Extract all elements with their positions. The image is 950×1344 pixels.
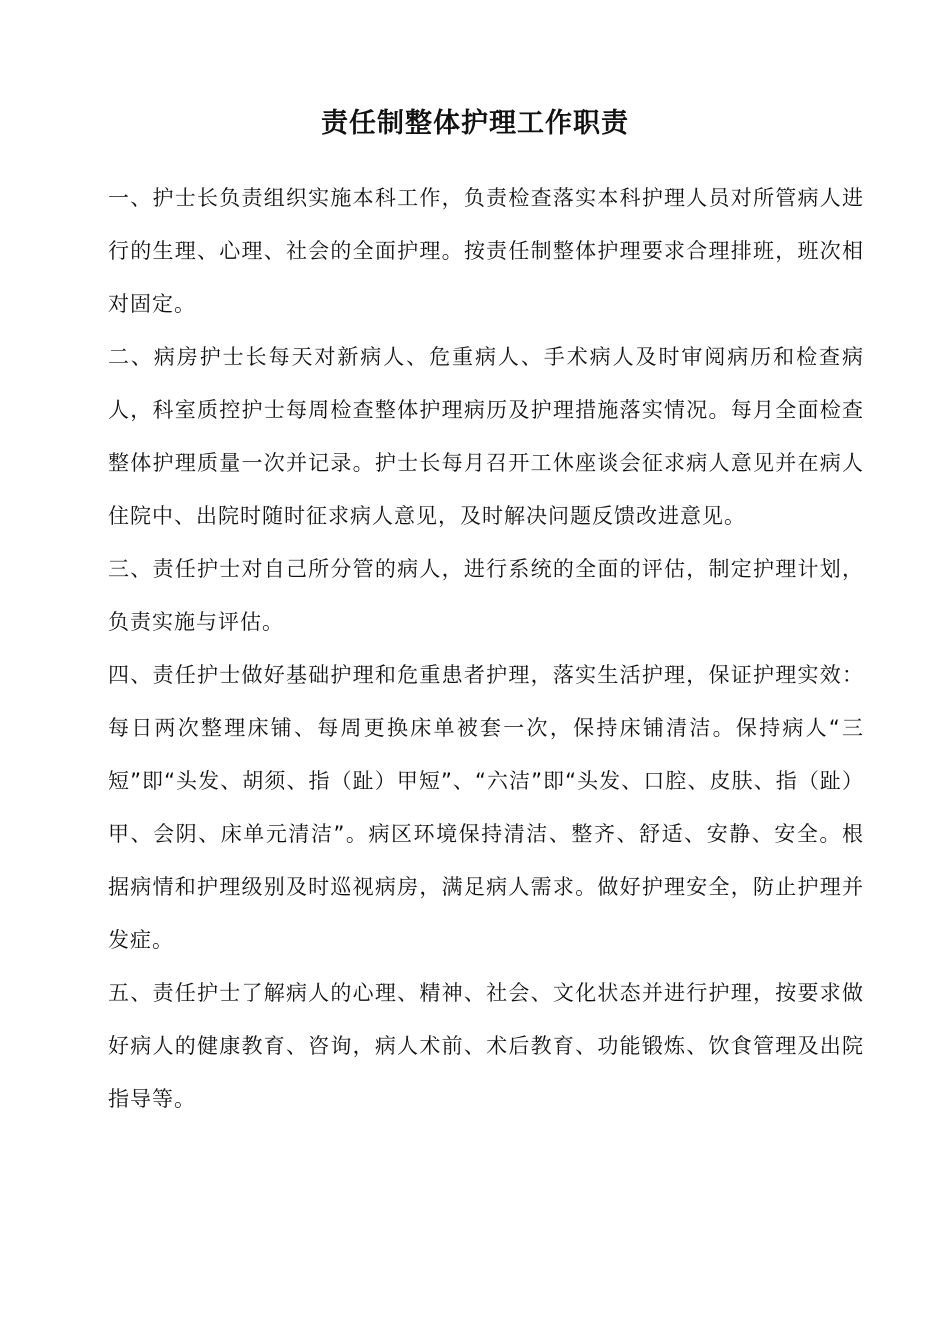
paragraph-5: 五、责任护士了解病人的心理、精神、社会、文化状态并进行护理，按要求做好病人的健康教育、咨询，病人术前、术后教育、功能锻炼、饮食管理及出院指导等。	[108, 981, 864, 1111]
paragraph-1: 一、护士长负责组织实施本科工作，负责检查落实本科护理人员对所管病人进行的生理、心理、社会的全面护理。按责任制整体护理要求合理排班，班次相对固定。	[108, 186, 864, 316]
paragraph-4: 四、责任护士做好基础护理和危重患者护理，落实生活护理，保证护理实效：每日两次整理床铺、每周更换床单被套一次，保持床铺清洁。保持病人“三短”即“头发、胡须、指（趾）甲短”、“六洁”即“头发、口腔、皮肤、指（趾）甲、会阴、床单元清洁”。病区环境保持清洁、整齐、舒适、安静、安全。根据病情和护理级别及时巡视病房，满足病人需求。做好护理安全，防止护理并发症。	[108, 663, 864, 952]
paragraph-3: 三、责任护士对自己所分管的病人，进行系统的全面的评估，制定护理计划，负责实施与评估。	[108, 557, 864, 634]
document-title: 责任制整体护理工作职责	[321, 108, 629, 139]
document-body	[108, 172, 864, 1126]
paragraph-2: 二、病房护士长每天对新病人、危重病人、手术病人及时审阅病历和检查病人，科室质控护士每周检查整体护理病历及护理措施落实情况。每月全面检查整体护理质量一次并记录。护士长每月召开工休座谈会征求病人意见并在病人住院中、出院时随时征求病人意见，及时解决问题反馈改进意见。	[108, 345, 864, 528]
